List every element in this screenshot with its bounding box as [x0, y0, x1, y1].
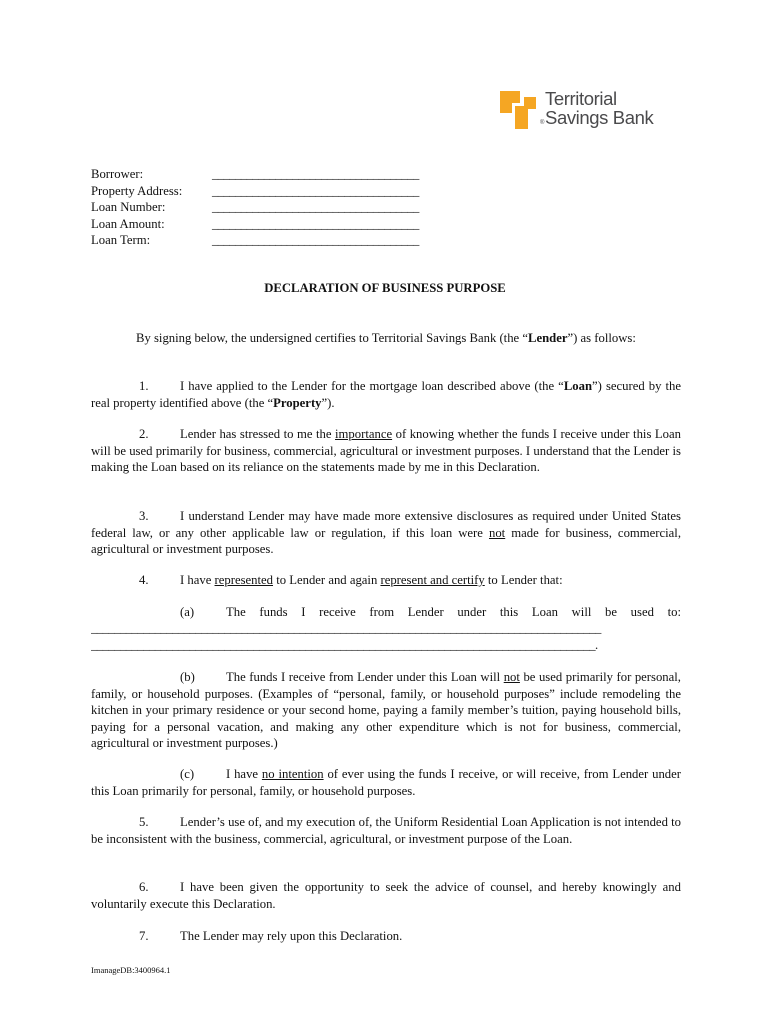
p4c-text: of ever using the funds I receive, or will receive, from Lender under this Loan primarily for personal, family, or household purposes. [91, 767, 681, 798]
paragraph-number: 6. [139, 880, 149, 894]
p1-text: ”). [321, 395, 335, 410]
loan-fields [91, 167, 471, 250]
field-loan-term [91, 233, 471, 250]
purpose-blank-line-1: ________________________________________________________________________________________ [91, 621, 601, 635]
p4c-underlined: no intention [261, 767, 324, 781]
intro-bold: Lender [528, 331, 568, 345]
p4b-text: The funds I receive from Lender under this Loan will [226, 670, 504, 684]
p3-text: I understand Lender may have made more extensive disclosures as required under United States federal law, or any other applicable law or regulation, if this loan were [91, 509, 681, 540]
p4-text: I have [180, 573, 215, 587]
field-borrower [91, 167, 471, 184]
paragraph-number: 2. [139, 427, 149, 441]
paragraph-4a [91, 604, 681, 621]
intro-text: By signing below, the undersigned certifies to Territorial Savings Bank (the “ [136, 331, 528, 345]
blank-line: ____________________________________ [212, 200, 419, 214]
p4-underlined: represented [214, 573, 274, 587]
paragraph-4 [91, 572, 681, 589]
p6-text: I have been given the opportunity to seek the advice of counsel, and hereby knowingly and voluntarily execute this Declaration. [91, 880, 681, 911]
subparagraph-letter: (b) [180, 670, 195, 684]
p4-underlined: represent and certify [380, 573, 485, 587]
paragraph-7 [91, 928, 681, 945]
paragraph-3 [91, 508, 681, 558]
p5-text: Lender’s use of, and my execution of, the Uniform Residential Loan Application is not intended to be inconsistent with the business, commercial, agricultural, or investment purpose of the Loan. [91, 815, 681, 846]
paragraph-number: 4. [139, 573, 149, 587]
p4a-text: The funds I receive from Lender under this Loan will be used to: [226, 605, 681, 619]
p3-underlined: not [488, 525, 506, 540]
logo-line-1: Territorial [545, 88, 617, 109]
field-label: Loan Number: [91, 200, 166, 214]
paragraph-number: 1. [139, 379, 149, 393]
p4-text: to Lender and again [273, 573, 381, 587]
p4c-text: I have [226, 767, 262, 781]
intro-paragraph [91, 330, 681, 347]
field-loan-number [91, 200, 471, 217]
p1-text: I have applied to the Lender for the mortgage loan described above (the “ [180, 379, 564, 393]
p2-text: of knowing whether the funds I receive under this Loan will be used primarily for business, commercial, agricultural or investment purposes. I understand that the Lender is making the Loan based on its reliance on the statements made by me in this Declaration. [91, 427, 681, 474]
field-loan-amount [91, 217, 471, 234]
paragraph-6 [91, 879, 681, 912]
p7-text: The Lender may rely upon this Declaration. [180, 929, 403, 943]
field-property-address [91, 184, 471, 201]
paragraph-4c [91, 766, 681, 799]
purpose-blank-line-2: _______________________________________________________________________________________. [91, 638, 598, 652]
paragraph-2 [91, 426, 681, 476]
document-id-footer: ImanageDB:3400964.1 [91, 965, 171, 975]
subparagraph-letter: (a) [180, 605, 195, 619]
blank-line: ____________________________________ [212, 167, 419, 181]
logo-line-2: Savings Bank [545, 107, 654, 128]
blank-line: ____________________________________ [212, 183, 419, 198]
p3-text: made for business, commercial, agricultural or investment purposes. [91, 525, 681, 556]
bank-logo-mark-icon [498, 91, 538, 131]
subparagraph-letter: (c) [180, 767, 195, 781]
document-title: DECLARATION OF BUSINESS PURPOSE [264, 281, 506, 295]
paragraph-5 [91, 814, 681, 847]
paragraph-1 [91, 378, 681, 411]
blank-line: ____________________________________ [212, 216, 419, 231]
paragraph-number: 5. [139, 815, 149, 829]
p1-text: ”) secured by the real property identified above (the “ [91, 379, 681, 410]
p1-bold-loan: Loan [563, 379, 593, 393]
paragraph-number: 3. [139, 509, 149, 523]
territorial-savings-bank-logo [498, 89, 683, 133]
field-label: Property Address: [91, 183, 183, 198]
field-label: Borrower: [91, 167, 144, 181]
p2-text: Lender has stressed to me the [180, 427, 336, 441]
p1-bold-property: Property [273, 395, 322, 410]
p2-underlined: importance [335, 427, 393, 441]
field-label: Loan Amount: [91, 216, 165, 231]
paragraph-number: 7. [139, 929, 149, 943]
paragraph-4b [91, 669, 681, 752]
registered-mark: ® [540, 120, 545, 126]
p4-text: to Lender that: [484, 573, 563, 587]
field-label: Loan Term: [91, 233, 151, 247]
p4b-text: be used primarily for personal, family, or household purposes. (Examples of “personal, family, or household purposes” include remodeling the kitchen in your primary residence or your second home, paying a family member’s tuition, paying household bills, paying for a personal vacation, and making any other expenditure which is not for business, commercial, agricultural or investment purposes.) [91, 670, 681, 750]
intro-text-end: ”) as follows: [567, 331, 636, 345]
p4b-underlined: not [503, 670, 520, 684]
blank-line: ____________________________________ [212, 233, 419, 247]
